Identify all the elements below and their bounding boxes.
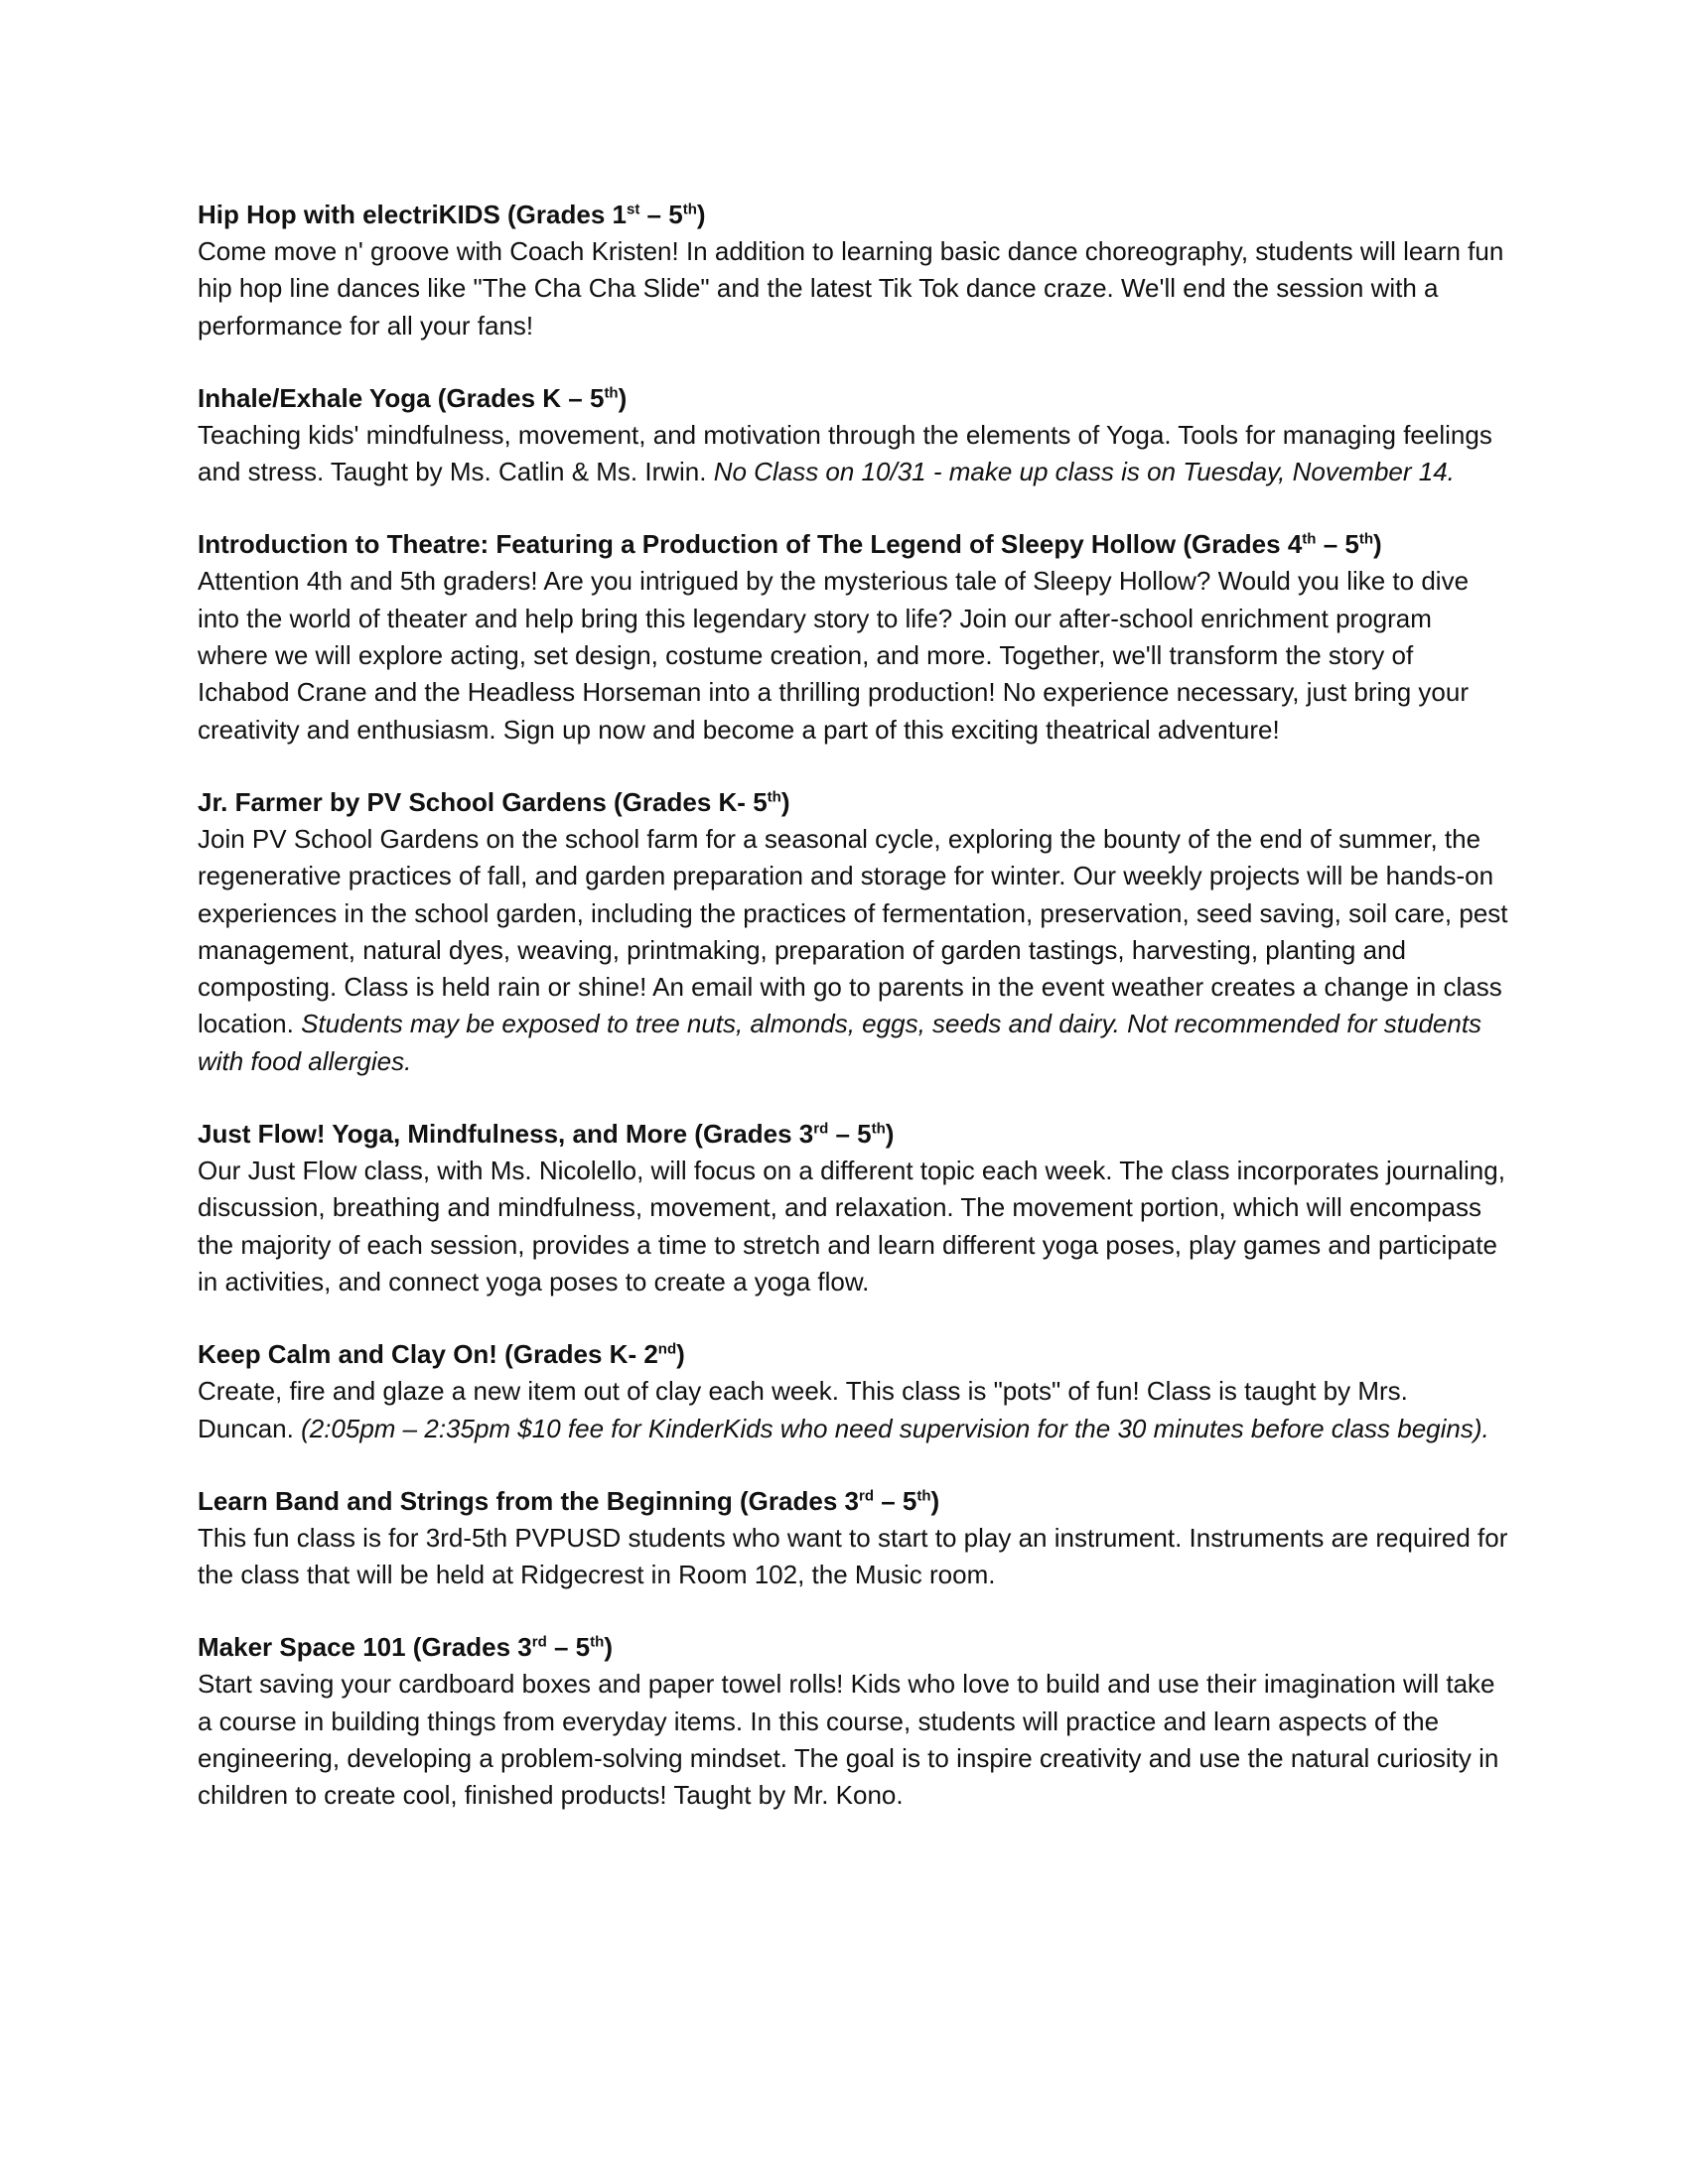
class-title: Maker Space 101 (Grades 3rd – 5th) xyxy=(198,1632,613,1663)
class-description: Create, fire and glaze a new item out of clay each week. This class is "pots" of fun! Class is taught by Mrs. Duncan. (2:05pm – 2:35pm $10 fee for KinderKids who need supervision for the 30 minutes before class begins). xyxy=(198,1376,1489,1443)
class-section-hip-hop xyxy=(198,197,1508,344)
class-title: Inhale/Exhale Yoga (Grades K – 5th) xyxy=(198,382,628,413)
class-section-maker-space xyxy=(198,1629,1508,1814)
class-title: Just Flow! Yoga, Mindfulness, and More (Grades 3rd – 5th) xyxy=(198,1119,895,1150)
class-title: Hip Hop with electriKIDS (Grades 1st – 5th) xyxy=(198,200,706,229)
class-section-jr-farmer xyxy=(198,784,1508,1080)
class-description: Our Just Flow class, with Ms. Nicolello, will focus on a different topic each week. The class incorporates journaling, discussion, breathing and mindfulness, movement, and relaxation. The movement portion, which will encompass the majority of each session, provides a time to stretch and learn different yoga poses, play games and participate in activities, and connect yoga poses to create a yoga flow. xyxy=(198,1156,1505,1297)
class-description: This fun class is for 3rd-5th PVPUSD students who want to start to play an instrument. Instruments are required for the class that will be held at Ridgecrest in Room 102, the Music room. xyxy=(198,1522,1508,1590)
class-description: Teaching kids' mindfulness, movement, and motivation through the elements of Yoga. Tools for managing feelings and stress. Taught by Ms. Catlin & Ms. Irwin. No Class on 10/31 - make up class is on Tuesday, November 14. xyxy=(198,419,1492,487)
class-section-just-flow xyxy=(198,1116,1508,1300)
document-page xyxy=(198,197,1508,1850)
class-description: Join PV School Gardens on the school farm for a seasonal cycle, exploring the bounty of the end of summer, the regenerative practices of fall, and garden preparation and storage for winter. Our weekly projects will be hands-on experiences in the school garden, including the practices of fermentation, preservation, seed saving, soil care, pest management, natural dyes, weaving, printmaking, preparation of garden tastings, harvesting, planting and composting. Class is held rain or shine! An email with go to parents in the event weather creates a change in class location. Students may be exposed to tree nuts, almonds, eggs, seeds and dairy. Not recommended for students with food allergies. xyxy=(198,823,1508,1076)
class-description: Start saving your cardboard boxes and paper towel rolls! Kids who love to build and use their imagination will take a course in building things from everyday items. In this course, students will practice and learn aspects of the engineering, developing a problem-solving mindset. The goal is to inspire creativity and use the natural curiosity in children to create cool, finished products! Taught by Mr. Kono. xyxy=(198,1669,1499,1811)
class-description: Come move n' groove with Coach Kristen! In addition to learning basic dance choreography, students will learn fun hip hop line dances like "The Cha Cha Slide" and the latest Tik Tok dance craze. We'll end the session with a performance for all your fans! xyxy=(198,236,1504,341)
class-section-band-strings xyxy=(198,1483,1508,1594)
class-description: Attention 4th and 5th graders! Are you intrigued by the mysterious tale of Sleepy Hollow? Would you like to dive into the world of theater and help bring this legendary story to life? Join our after-school enrichment program where we will explore acting, set design, costume creation, and more. Together, we'll transform the story of Ichabod Crane and the Headless Horseman into a thrilling production! No experience necessary, just bring your creativity and enthusiasm. Sign up now and become a part of this exciting theatrical adventure! xyxy=(198,566,1470,745)
class-section-yoga xyxy=(198,380,1508,491)
class-title: Learn Band and Strings from the Beginning (Grades 3rd – 5th) xyxy=(198,1485,940,1516)
class-section-theatre xyxy=(198,526,1508,748)
class-title: Introduction to Theatre: Featuring a Production of The Legend of Sleepy Hollow (Grades 4th – 5th) xyxy=(198,529,1382,560)
class-title: Jr. Farmer by PV School Gardens (Grades K- 5th) xyxy=(198,786,790,817)
class-title: Keep Calm and Clay On! (Grades K- 2nd) xyxy=(198,1339,685,1370)
class-section-clay xyxy=(198,1336,1508,1447)
